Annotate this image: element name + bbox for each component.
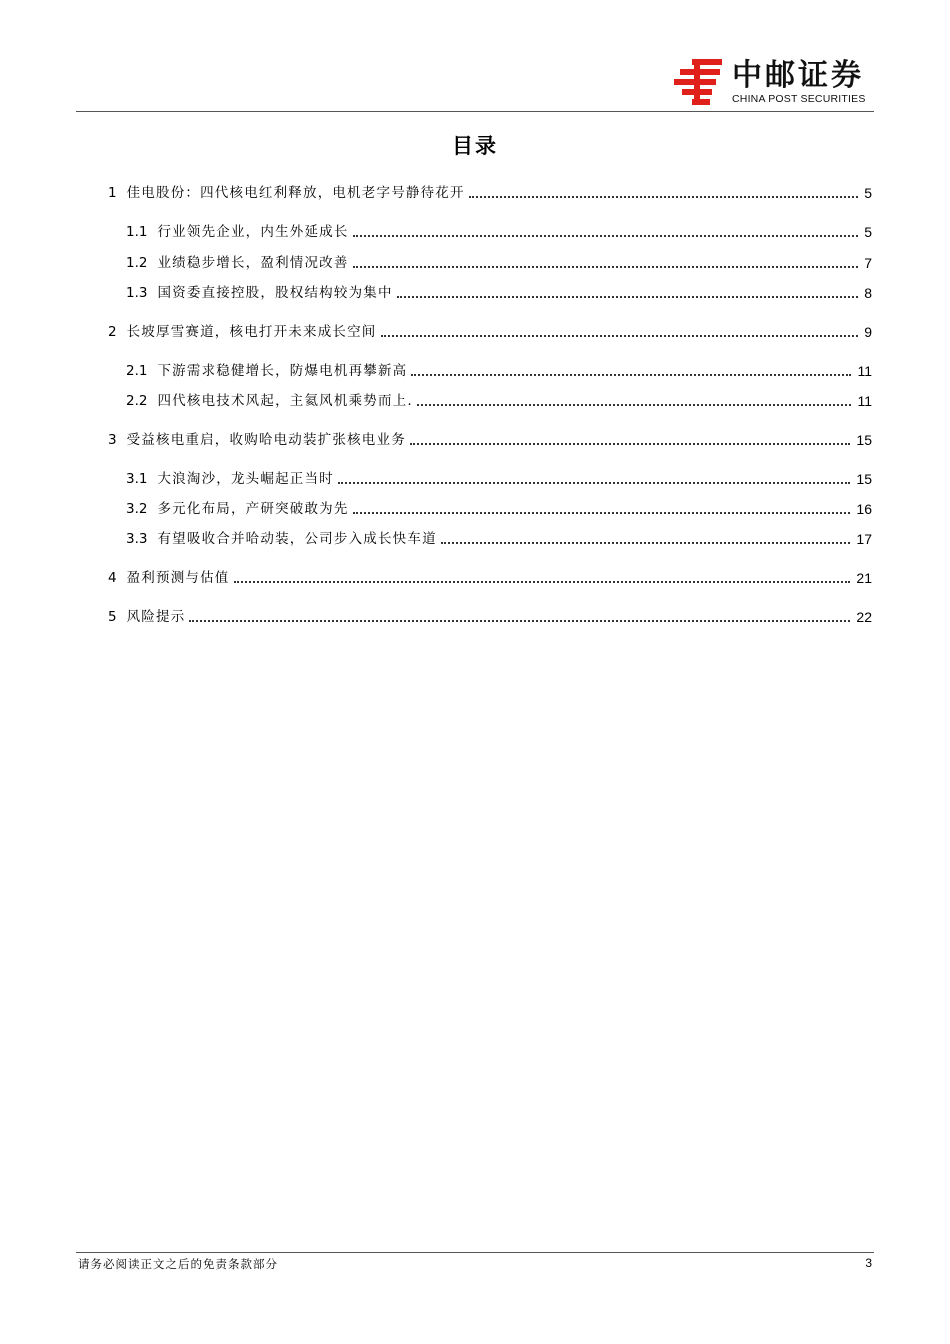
toc-entry-number: 5 — [108, 609, 117, 625]
toc-entry-number: 3.2 — [126, 501, 148, 517]
toc-entry-page: 15 — [856, 471, 872, 487]
toc-leader-dots — [411, 374, 851, 376]
toc-entry[interactable] — [126, 529, 872, 549]
toc-title: 目录 — [452, 134, 498, 158]
toc-entry-page: 11 — [857, 393, 872, 409]
toc-entry-page: 9 — [864, 324, 872, 340]
toc-entry-number: 3.1 — [126, 471, 148, 487]
toc-entry-text: 受益核电重启，收购哈电动装扩张核电业务 — [126, 432, 406, 448]
toc-leader-dots — [353, 266, 859, 268]
toc-entry-page: 5 — [864, 185, 872, 201]
header-logo — [672, 57, 877, 107]
toc-entry[interactable] — [126, 469, 872, 489]
toc-entry-text: 下游需求稳健增长，防爆电机再攀新高 — [157, 363, 408, 379]
toc-leader-dots — [410, 443, 851, 445]
toc-entry-text: 风险提示 — [126, 609, 186, 625]
toc-entry-text: 业绩稳步增长，盈利情况改善 — [157, 255, 349, 271]
toc-entry-number: 1.3 — [126, 285, 148, 301]
toc-entry-text: 四代核电技术风起，主氦风机乘势而上. — [157, 393, 413, 409]
toc-leader-dots — [353, 512, 851, 514]
toc-entry-page: 7 — [864, 255, 872, 271]
footer-disclaimer-note: 请务必阅读正文之后的免责条款部分 — [78, 1257, 278, 1271]
toc-entry-text: 国资委直接控股，股权结构较为集中 — [157, 285, 393, 301]
toc-entry-text: 佳电股份：四代核电红利释放，电机老字号静待花开 — [126, 185, 465, 201]
toc-entry-text: 行业领先企业，内生外延成长 — [157, 224, 349, 240]
footer-page-number: 3 — [865, 1256, 872, 1270]
toc-entry-number: 1.1 — [126, 224, 148, 240]
toc-entry-number: 2 — [108, 324, 117, 340]
toc-leader-dots — [189, 620, 850, 622]
toc-entry[interactable] — [126, 499, 872, 519]
toc-entry-text: 多元化布局，产研突破敢为先 — [157, 501, 349, 517]
toc-entry[interactable] — [108, 322, 872, 342]
toc-entry-page: 21 — [856, 570, 872, 586]
toc-entry[interactable] — [108, 607, 872, 627]
toc-entry-number: 1.2 — [126, 255, 148, 271]
toc-entry-page: 11 — [857, 363, 872, 379]
toc-entry[interactable] — [126, 361, 872, 381]
toc-entry[interactable] — [108, 183, 872, 203]
toc-entry-number: 2.2 — [126, 393, 148, 409]
toc-entry-page: 8 — [864, 285, 872, 301]
toc-leader-dots — [353, 235, 859, 237]
china-post-logo-icon — [672, 57, 724, 107]
toc-entry-text: 盈利预测与估值 — [126, 570, 230, 586]
toc-entry[interactable] — [126, 283, 872, 303]
toc-entry-number: 1 — [108, 185, 117, 201]
footer-divider — [76, 1252, 874, 1253]
toc-leader-dots — [397, 296, 859, 298]
toc-entry-page: 15 — [856, 432, 872, 448]
toc-entry[interactable] — [108, 568, 872, 588]
toc-leader-dots — [441, 542, 851, 544]
toc-entry[interactable] — [126, 391, 872, 411]
toc-entry-page: 16 — [856, 501, 872, 517]
logo-chinese-name: 中邮证券 — [732, 58, 864, 93]
toc-entry-text: 长坡厚雪赛道，核电打开未来成长空间 — [126, 324, 377, 340]
toc-entry[interactable] — [126, 253, 872, 273]
toc-leader-dots — [417, 404, 852, 406]
toc-leader-dots — [338, 482, 851, 484]
toc-entry-number: 3 — [108, 432, 117, 448]
header-divider — [76, 111, 874, 112]
toc-entry-page: 22 — [856, 609, 872, 625]
toc-entry-text: 有望吸收合并哈动装，公司步入成长快车道 — [157, 531, 437, 547]
toc-entry-page: 17 — [856, 531, 872, 547]
toc-leader-dots — [381, 335, 859, 337]
toc-entry-number: 4 — [108, 570, 117, 586]
toc-entry-text: 大浪淘沙，龙头崛起正当时 — [157, 471, 334, 487]
toc-entry-page: 5 — [864, 224, 872, 240]
toc-entry-number: 3.3 — [126, 531, 148, 547]
toc-leader-dots — [469, 196, 859, 198]
toc-entry[interactable] — [108, 430, 872, 450]
toc-entry-number: 2.1 — [126, 363, 148, 379]
toc-leader-dots — [234, 581, 851, 583]
toc-entry[interactable] — [126, 222, 872, 242]
logo-english-name: CHINA POST SECURITIES — [732, 93, 866, 105]
